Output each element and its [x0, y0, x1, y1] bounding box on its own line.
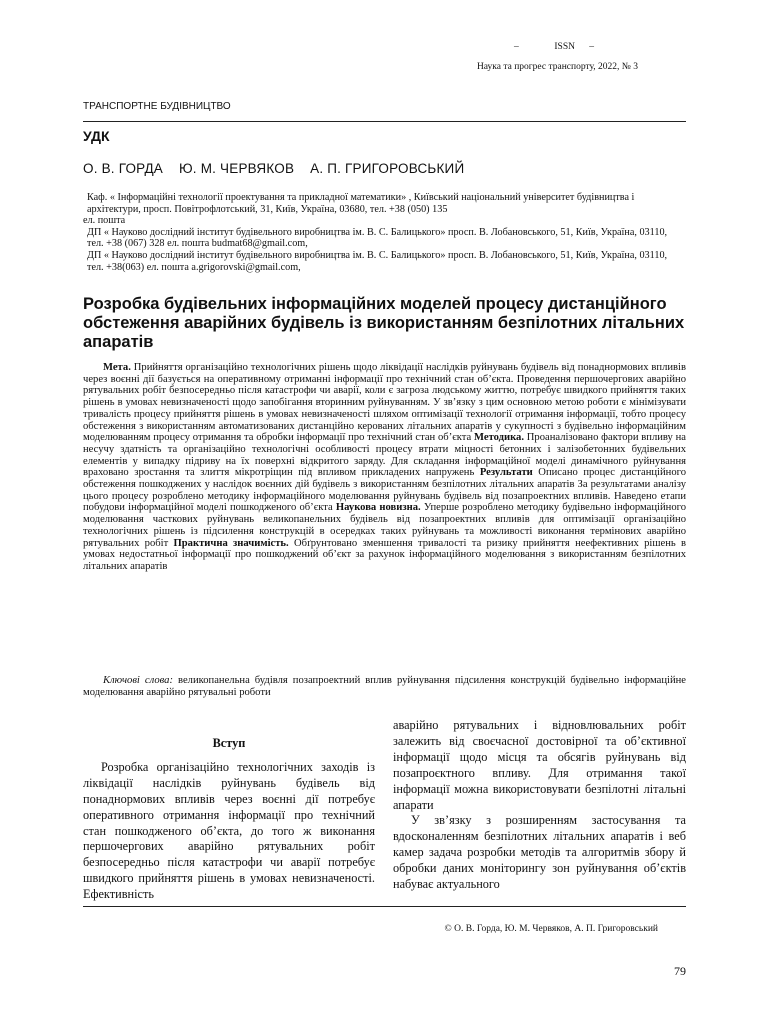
intro-paragraph-3: У зв’язку з розширенням застосування та вдосконаленням безпілотних літальних апаратів і веб камер задача розробки методів та алгоритмів збору й обробки даних моніторингу зон руйнування об’єктів набуває актуального — [393, 813, 686, 892]
journal-reference: Наука та прогрес транспорту, 2022, № 3 — [476, 62, 638, 72]
keywords — [83, 675, 686, 699]
top-divider — [83, 121, 686, 122]
author-2: Ю. М. ЧЕРВЯКОВ — [178, 161, 295, 176]
affiliation-email-1: ел. пошта — [83, 215, 126, 227]
abstract — [83, 362, 686, 573]
keywords-text: великопанельна будівля позапроектний вплив руйнування підсилення конструкцій будівельно інформаційне моделювання аварійно рятувальні роботи — [83, 675, 686, 698]
goal-text: Прийняття організаційно технологічних рішень щодо ліквідації наслідків руйнувань будівель від понаднормових впливів через воєнні дії базується на оперативному отриманні інформації про технічний стан об’єкта. Проведення першочергових аварійно рятувальних робіт безпосередньо після катастрофи чи аварії, коли є загроза людському життю, потребує швидкого прийняття таких рішень в умовах невизначеності щодо запобігання вторинним руйнуванням. У зв’язку з цим основною метою роботи є мінімізувати тривалість процесу прийняття рішень в умовах невизначеності шляхом оптимізації технології отримання інформації, тобто процесу обстеження з використанням автоматизованих дистанційно керованих літальних апаратів у сукупності з будівельно інформаційним моделюванням процесу отримання та обробки інформації про технічний стан об’єкта — [83, 362, 686, 444]
copyright: © О. В. Горда, Ю. М. Червяков, А. П. Григоровський — [444, 924, 658, 934]
bottom-divider — [83, 906, 686, 907]
practical-text: Обґрунтовано зменшення тривалості та ризику прийняття неефективних рішень в умовах недостатньої інформації про пошкоджений об’єкт за рахунок інформаційного моделювання з використанням безпілотних літальних апаратів — [83, 537, 686, 572]
intro-right-column — [393, 718, 686, 893]
results-label: Результати — [479, 467, 533, 479]
keywords-label: Ключові слова: — [103, 675, 174, 686]
intro-paragraph-2: аварійно рятувальних і відновлювальних робіт залежить від своєчасної достовірної та об’єктивної інформації щодо місця та обсягів руйнувань від позапроєктного впливу. Для отримання такої інформації можна використовувати безпілотні літальні апарати — [393, 718, 686, 812]
author-1: О. В. ГОРДА — [83, 161, 164, 176]
novelty-label: Наукова новизна. — [335, 502, 421, 514]
novelty-text: Уперше розроблено методику будівельно інформаційного моделювання часткових руйнувань великопанельних будівель від позапроектних впливів для оптимізації організаційно технологічних рішень із підсилення конструкцій в осередках таких руйнувань та можливості виконання термінових аварійно рятувальних робіт — [83, 502, 686, 549]
method-text: Проаналізовано фактори впливу на несучу здатність та організаційно технологічні особливості процесу втрати міцності бетонних і залізобетонних будівельних елементів у випадку підриву на їх поверхні відкритого заряду. Для складання інформаційної моделі динамічного руйнування враховано зростання та злиття мікротріщин під впливом прикладених напружень — [83, 432, 686, 479]
affiliation-2: ДП « Науково дослідний інститут будівельного виробництва ім. В. С. Балицького» просп. В. Лобановського, 51, Київ, Україна, 03110, тел. +38 (067) 328 ел. пошта budmat68@gmail.com, — [87, 226, 668, 250]
authors-line — [83, 161, 476, 176]
intro-paragraph-1: Розробка організаційно технологічних заходів із ліквідації наслідків руйнувань будівель від понаднормових впливів через воєнні дії потребує оперативного отримання інформації про технічний стан пошкодженого об’єкта, до того ж виконання першочергових аварійно рятувальних робіт безпосередньо після катастрофи чи аварії потребує швидкого прийняття рішень в умовах невизначеності. Ефективність — [83, 759, 375, 902]
section-heading: ТРАНСПОРТНЕ БУДІВНИЦТВО — [83, 101, 231, 112]
page-number: 79 — [674, 964, 686, 978]
intro-heading: Вступ — [212, 736, 246, 750]
results-text: Описано процес дистанційного обстеження пошкоджених у наслідок воєнних дій будівель з використанням безпілотних літальних апаратів За результатами аналізу цього процесу розроблено методику інформаційного моделювання руйнувань будівель від позапроектних впливів. Наведено етапи побудови інформаційної моделі пошкодженого об’єкта — [83, 467, 686, 514]
author-3: А. П. ГРИГОРОВСЬКИЙ — [310, 161, 465, 176]
intro-left-column — [83, 732, 375, 903]
affiliations — [83, 192, 686, 273]
udk-label: УДК — [83, 128, 110, 144]
practical-label: Практична значимість. — [173, 537, 289, 549]
issn-line: – ISSN – — [514, 42, 594, 52]
goal-label: Мета. — [103, 362, 131, 373]
method-label: Методика. — [474, 432, 524, 444]
affiliation-1: Каф. « Інформаційні технології проектування та прикладної математики» , Київський національний університет будівництва і архітектури, просп. Повітрофлотський, 31, Київ, Україна, 03680, тел. +38 (050) 135 — [87, 192, 635, 215]
article-title: Розробка будівельних інформаційних моделей процесу дистанційного обстеження аварійних будівель із використанням безпілотних літальних апаратів — [83, 295, 685, 351]
affiliation-3: ДП « Науково дослідний інститут будівельного виробництва ім. В. С. Балицького» просп. В. Лобановського, 51, Київ, Україна, 03110, тел. +38(063) ел. пошта a.grigorovski@gmail.com, — [87, 249, 668, 273]
